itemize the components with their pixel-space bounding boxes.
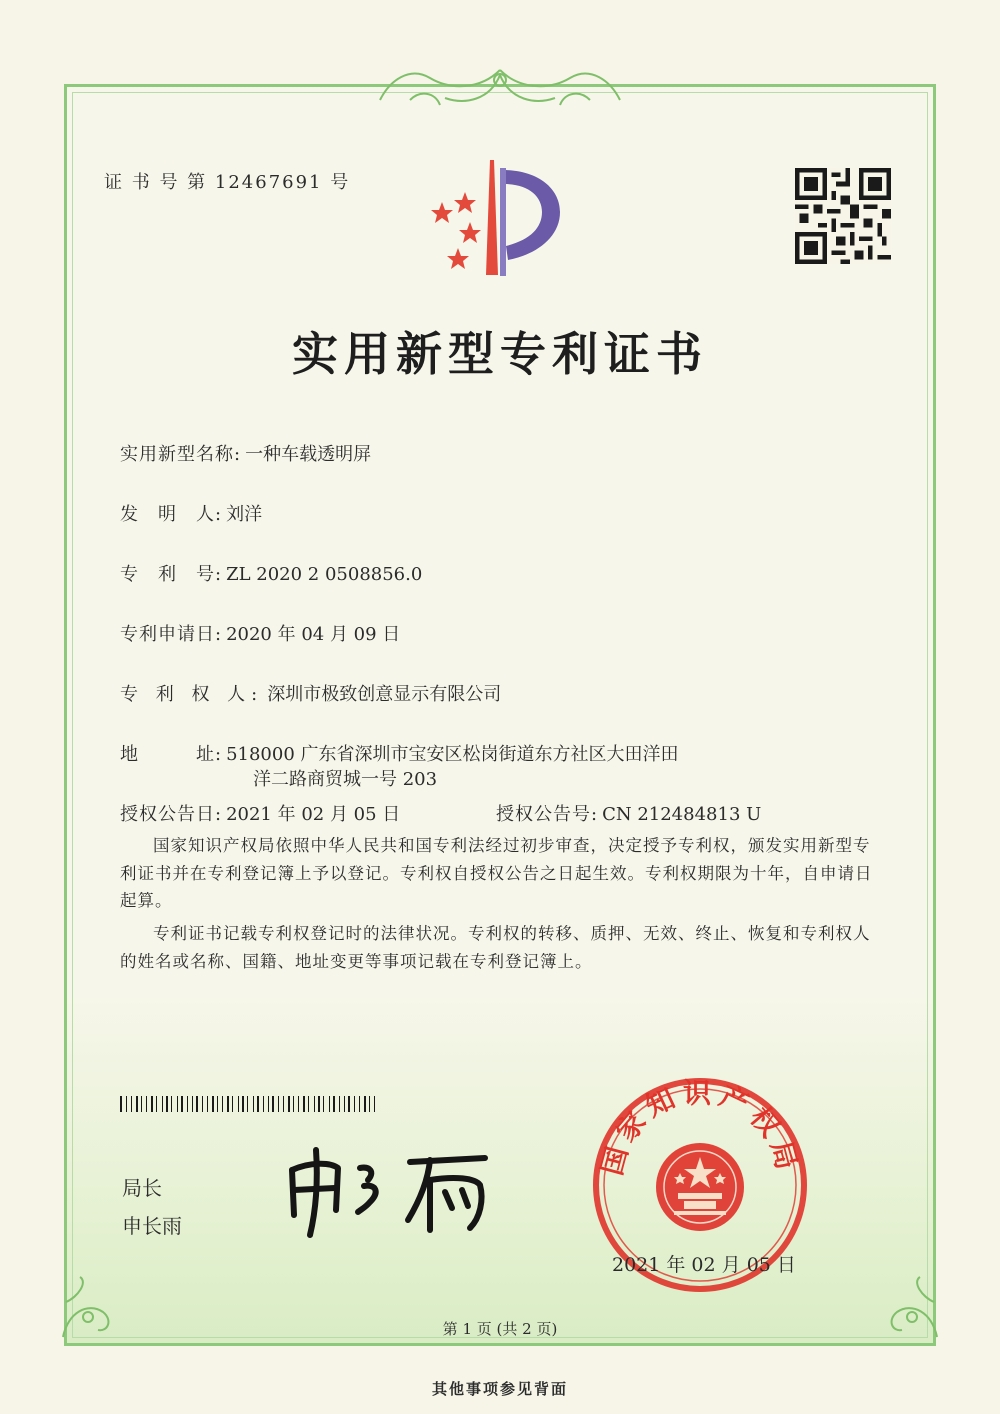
patentee-row: [120, 680, 501, 706]
utility-model-name-row: [120, 440, 371, 466]
page-number: 第 1 页 (共 2 页): [442, 1320, 558, 1338]
certificate-title: 实用新型专利证书: [292, 327, 708, 381]
barcode-icon: [120, 1096, 380, 1112]
address-value-line1: 518000 广东省深圳市宝安区松岗街道东方社区大田洋田: [226, 744, 679, 765]
grant-number-value: CN 212484813 U: [602, 804, 762, 825]
director-name: 申长雨: [122, 1214, 182, 1238]
application-date-value: 2020 年 04 月 09 日: [226, 624, 401, 645]
certificate-number: 证 书 号 第 12467691 号: [104, 172, 351, 193]
svg-text:国家知识产权局: 国家知识产权局: [595, 1076, 805, 1179]
inventor-value: 刘洋: [226, 504, 263, 525]
patent-office-logo-icon: [420, 150, 580, 280]
address-row: [120, 740, 679, 766]
utility-model-name-value: 一种车载透明屏: [245, 444, 372, 465]
statement-paragraph: 专利证书记载专利权登记时的法律状况。专利权的转移、质押、无效、终止、恢复和专利权人的姓名或名称、国籍、地址变更等事项记载在专利登记簿上。: [120, 924, 871, 971]
application-date-row: [120, 620, 400, 646]
seal-date: 2021 年 02 月 05 日: [612, 1254, 796, 1276]
footer-note: 其他事项参见背面: [431, 1380, 568, 1398]
grant-date-label: 授权公告日:: [120, 804, 223, 825]
grant-number-label: 授权公告号:: [496, 804, 599, 825]
director-title: 局长: [122, 1176, 162, 1200]
patent-number-value: ZL 2020 2 0508856.0: [226, 564, 423, 585]
application-date-label: 专利申请日:: [120, 624, 223, 645]
utility-model-name-label: 实用新型名称:: [120, 444, 242, 465]
grant-date-row: [120, 800, 400, 826]
grant-date-value: 2021 年 02 月 05 日: [226, 804, 401, 825]
top-ornament-icon: [350, 60, 650, 120]
patent-number-row: [120, 560, 422, 586]
qr-code-icon: [795, 168, 891, 264]
patentee-label: 专 利 权 人:: [120, 684, 264, 705]
patentee-value: 深圳市极致创意显示有限公司: [267, 684, 502, 705]
address-value-line2: 洋二路商贸城一号 203: [253, 769, 438, 790]
patent-number-label: 专 利 号:: [120, 564, 223, 585]
grant-number-row: [496, 800, 761, 826]
inventor-row: [120, 500, 262, 526]
address-label: 地 址:: [120, 744, 223, 765]
statement-paragraph: 国家知识产权局依照中华人民共和国专利法经过初步审查，决定授予专利权，颁发实用新型专利证书并在专利登记簿上予以登记。专利权自授权公告之日起生效。专利权期限为十年，自申请日起算。: [120, 836, 873, 910]
inventor-label: 发 明 人:: [120, 504, 223, 525]
director-signature-icon: [280, 1140, 510, 1240]
